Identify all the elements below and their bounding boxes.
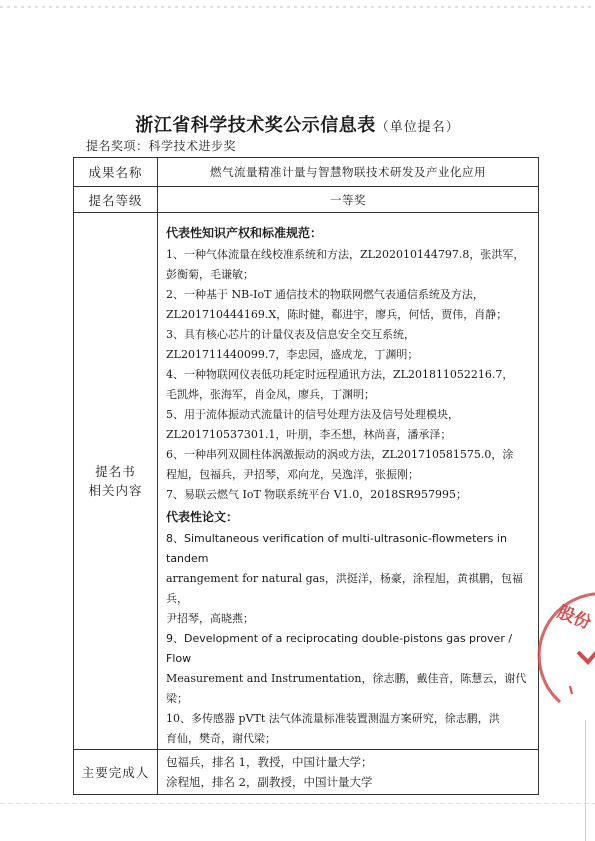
list-item (166, 709, 530, 749)
scan-bottom-edge (0, 803, 595, 804)
item-line: 育仙，樊奇，谢代梁； (166, 732, 276, 745)
ip-list (166, 245, 530, 505)
paper-heading: 代表性论文： (166, 510, 239, 524)
label-nomination-content (74, 213, 158, 750)
list-item (166, 529, 530, 629)
title-sub: （单位提名） (375, 120, 460, 135)
scan-right-edge (585, 720, 586, 841)
list-item (166, 365, 530, 405)
item-line: 9、Development of a reciprocating double-pistons gas prover / Flow (166, 632, 513, 665)
label-achievement-name: 成果名称 (74, 158, 158, 187)
item-line: 10、多传感器 pVTt 法气体流量标准装置测温方案研究，徐志鹏，洪 (166, 712, 500, 725)
row-nomination-level (74, 187, 539, 213)
list-item (166, 285, 530, 325)
item-line: 4、一种物联网仪表低功耗定时远程通讯方法，ZL201811052216.7， (166, 368, 514, 381)
seal-text: 股份 (554, 602, 594, 634)
item-line: ZL201711440099.7，李忠园，盛成龙，丁渊明； (166, 348, 419, 361)
row-main-contributors (74, 750, 539, 795)
item-line: 3、具有核心芯片的计量仪表及信息安全交互系统， (166, 328, 415, 341)
label-nomination-level: 提名等级 (74, 187, 158, 213)
value-nomination-content (158, 213, 539, 750)
item-line: arrangement for natural gas，洪挺洋，杨豪，涂程旭，黄祺鹏，包福兵， (166, 572, 523, 605)
item-line: 5、用于流体振动式流量计的信号处理方法及信号处理模块， (166, 408, 459, 421)
list-item (166, 445, 530, 485)
row-nomination-content (74, 213, 539, 750)
item-line: ZL201710444169.X，陈时健，郗进宇，廖兵，何恬，贾伟，肖静； (166, 308, 508, 321)
item-line: ZL201710537301.1，叶朋，李丕想，林尚喜，潘承泽； (166, 428, 452, 441)
list-item (166, 325, 530, 365)
label-content-line1: 提名书 (95, 464, 136, 479)
item-line: 毛凯烨，张海军，肖金凤，廖兵，丁渊明； (166, 388, 375, 401)
contributor-line: 涂程旭，排名 2，副教授，中国计量大学 (166, 775, 373, 789)
item-line: 尹招琴，高晓燕； (166, 612, 254, 625)
item-line: 程旭，包福兵，尹招琴，邓向龙，吴逸洋，张振刚； (166, 468, 419, 481)
item-line: 8、Simultaneous verification of multi-ultrasonic-flowmeters in tandem (166, 532, 507, 565)
item-line: 2、一种基于 NB-IoT 通信技术的物联网燃气表通信系统及方法， (166, 288, 484, 301)
scan-top-edge (0, 6, 595, 8)
value-nomination-level: 一等奖 (158, 187, 539, 213)
item-line: 6、一种串列双圆柱体涡激振动的涡或方法，ZL201710581575.0，涂 (166, 448, 514, 461)
list-item (166, 405, 530, 445)
list-item (166, 245, 530, 285)
item-line: 7、易联云燃气 IoT 物联系统平台 V1.0，2018SR957995； (166, 488, 468, 501)
value-main-contributors (158, 750, 539, 795)
ip-heading: 代表性知识产权和标准规范： (166, 226, 323, 240)
page-title (0, 111, 595, 137)
item-line: 1、一种气体流量在线校准系统和方法，ZL202010144797.8，张洪军， (166, 248, 525, 261)
contributor-line: 包福兵，排名 1，教授，中国计量大学； (166, 755, 373, 769)
list-item (166, 629, 530, 709)
label-main-contributors: 主要完成人 (74, 750, 158, 795)
paper-list (166, 529, 530, 749)
item-line: 彭衡菊，毛谦敏； (166, 268, 254, 281)
value-achievement-name: 燃气流量精准计量与智慧物联技术研发及产业化应用 (158, 158, 539, 187)
item-line: Measurement and Instrumentation，徐志鹏，戴佳音，陈慧云，谢代梁； (166, 672, 527, 705)
award-category: 提名奖项：科学技术进步奖 (86, 139, 237, 153)
info-table (73, 157, 539, 795)
list-item (166, 485, 530, 505)
title-main: 浙江省科学技术奖公示信息表 (135, 115, 376, 136)
label-content-line2: 相关内容 (88, 483, 143, 498)
row-achievement-name (74, 158, 539, 187)
